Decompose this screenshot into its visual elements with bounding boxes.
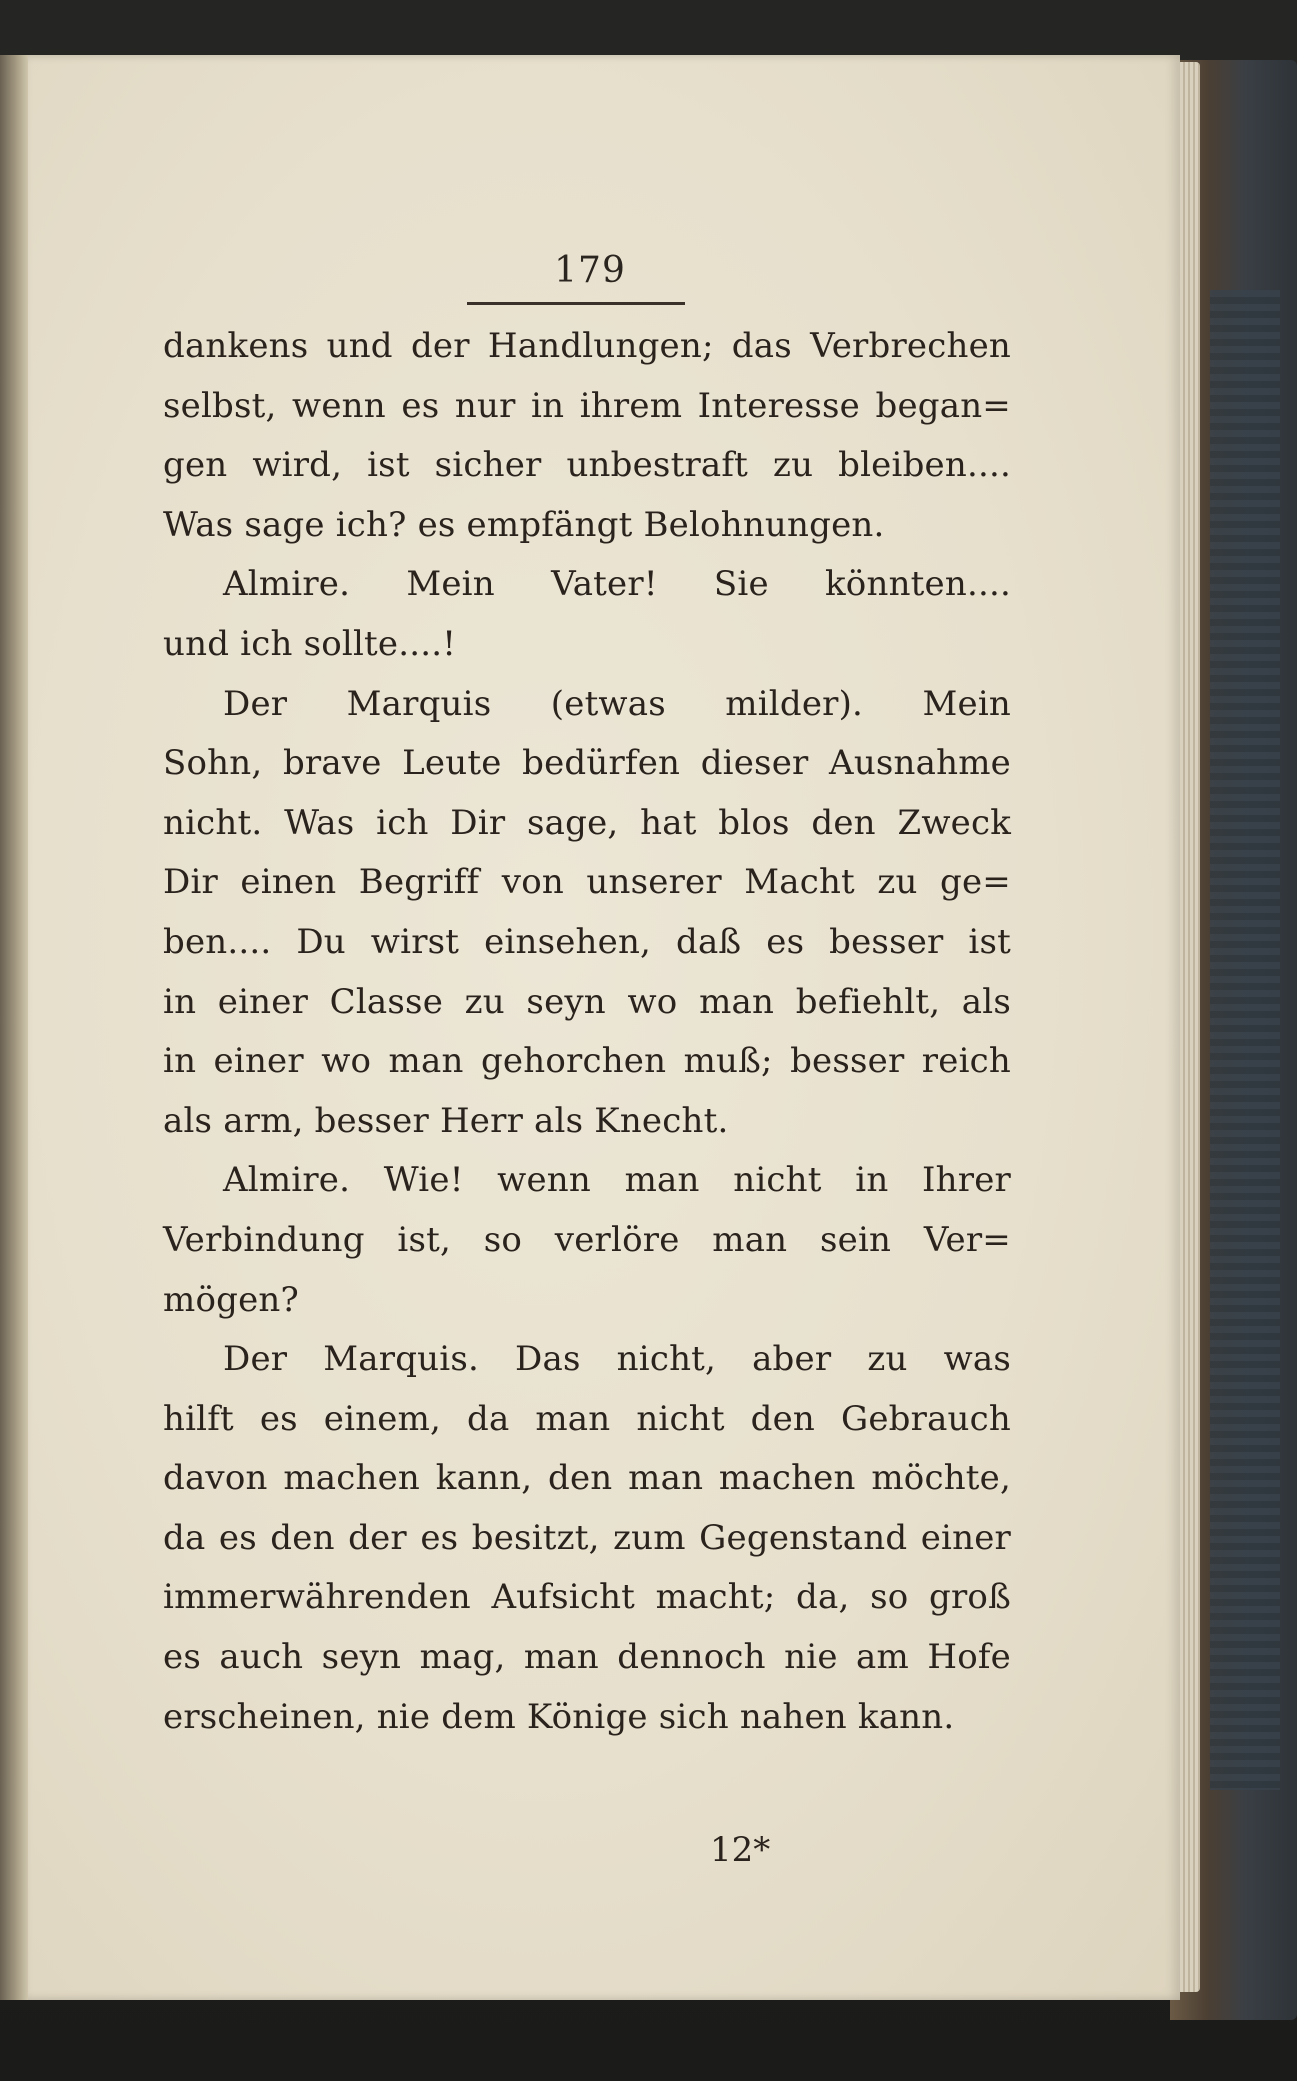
text-line: Der Marquis. Das nicht, aber zu was — [223, 1339, 1011, 1380]
text-line: selbst, wenn es nur in ihrem Interesse began= — [163, 385, 1011, 426]
text-line: immerwährenden Aufsicht macht; da, so groß — [163, 1577, 1011, 1618]
text-line: erscheinen, nie dem Könige sich nahen kann. — [163, 1696, 955, 1737]
facing-page-edge — [0, 55, 28, 2000]
header-rule — [467, 302, 685, 305]
text-line: Der Marquis (etwas milder). Mein — [223, 683, 1011, 724]
text-line: da es den der es besitzt, zum Gegenstand einer — [163, 1517, 1011, 1558]
text-line: mögen? — [163, 1279, 299, 1320]
text-line: Sohn, brave Leute bedürfen dieser Ausnahme — [163, 743, 1011, 784]
text-line: hilft es einem, da man nicht den Gebrauch — [163, 1398, 1011, 1439]
page-number: 179 — [554, 250, 626, 291]
text-line: in einer wo man gehorchen muß; besser reich — [163, 1041, 1011, 1082]
text-line: gen wird, ist sicher unbestraft zu bleiben.... — [163, 445, 1011, 486]
text-line: Almire. Mein Vater! Sie könnten.... — [223, 564, 1011, 605]
text-line: Verbindung ist, so verlöre man sein Ver= — [163, 1219, 1011, 1260]
page-body — [163, 317, 1011, 1747]
text-line: nicht. Was ich Dir sage, hat blos den Zweck — [163, 802, 1011, 843]
text-line: Was sage ich? es empfängt Belohnungen. — [163, 504, 885, 545]
text-line: ben.... Du wirst einsehen, daß es besser ist — [163, 921, 1011, 962]
signature-mark: 12* — [710, 1830, 771, 1870]
text-line: und ich sollte....! — [163, 623, 457, 664]
text-line: davon machen kann, den man machen möchte, — [163, 1458, 1011, 1499]
text-line: dankens und der Handlungen; das Verbrechen — [163, 326, 1011, 366]
book-page — [20, 55, 1180, 2000]
text-line: als arm, besser Herr als Knecht. — [163, 1100, 729, 1141]
text-line: Dir einen Begriff von unserer Macht zu ge= — [163, 862, 1011, 903]
text-line: Almire. Wie! wenn man nicht in Ihrer — [223, 1160, 1011, 1201]
text-line: in einer Classe zu seyn wo man befiehlt, als — [163, 981, 1011, 1022]
text-line: es auch seyn mag, man dennoch nie am Hofe — [163, 1637, 1011, 1678]
